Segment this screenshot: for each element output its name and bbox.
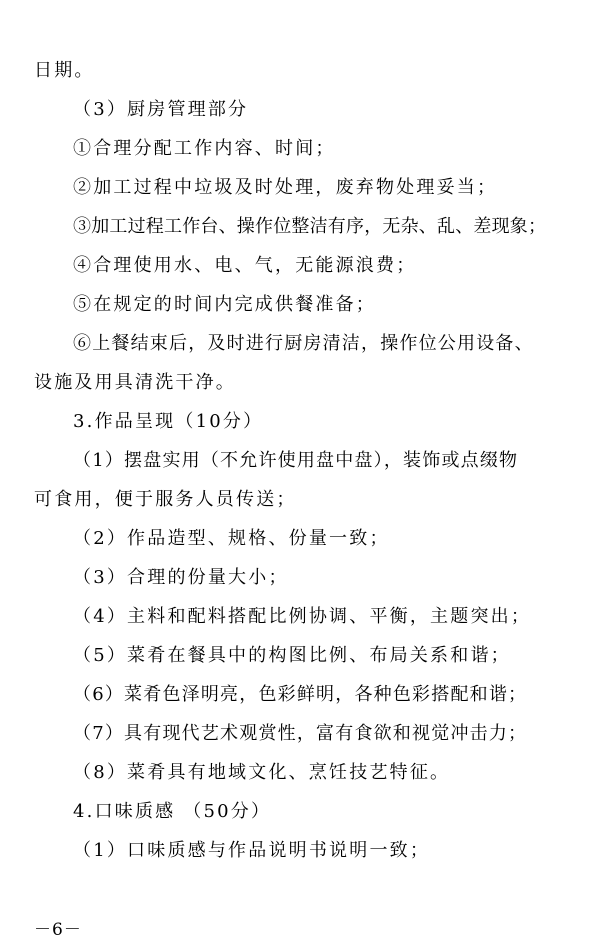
- list-item: ⑤在规定的时间内完成供餐准备；: [73, 294, 376, 315]
- list-item: （1）摆盘实用（不允许使用盘中盘），装饰或点缀物: [73, 450, 519, 471]
- list-item: （6）菜肴色泽明亮，色彩鲜明，各种色彩搭配和谐；: [73, 684, 528, 705]
- text-line: 可食用，便于服务人员传送；: [34, 489, 297, 510]
- list-item: ③加工过程工作台、操作位整洁有序，无杂、乱、差现象；: [73, 216, 547, 237]
- section-heading: 4.口味质感 （50分）: [73, 801, 272, 822]
- list-item: ②加工过程中垃圾及时处理，废弃物处理妥当；: [73, 177, 498, 198]
- text-line: 日期。: [34, 60, 95, 81]
- list-item: （1）口味质感与作品说明书说明一致；: [73, 840, 431, 861]
- list-item: （5）菜肴在餐具中的构图比例、布局关系和谐；: [73, 645, 511, 666]
- section-heading: （3）厨房管理部分: [73, 99, 249, 120]
- section-heading: 3.作品呈现（10分）: [73, 411, 264, 432]
- list-item: （4）主料和配料搭配比例协调、平衡，主题突出；: [73, 606, 532, 627]
- list-item: ①合理分配工作内容、时间；: [73, 138, 336, 159]
- list-item: （2）作品造型、规格、份量一致；: [73, 528, 390, 549]
- page-number: －6－: [34, 920, 82, 940]
- list-item: （7）具有现代艺术观赏性，富有食欲和视觉冲击力；: [73, 723, 528, 744]
- list-item: （3）合理的份量大小；: [73, 567, 289, 588]
- list-item: ④合理使用水、电、气，无能源浪费；: [73, 255, 417, 276]
- text-line: 设施及用具清洗干净。: [34, 372, 236, 393]
- list-item: （8）菜肴具有地域文化、烹饪技艺特征。: [73, 762, 451, 783]
- list-item: ⑥上餐结束后，及时进行厨房清洁，操作位公用设备、: [73, 333, 534, 354]
